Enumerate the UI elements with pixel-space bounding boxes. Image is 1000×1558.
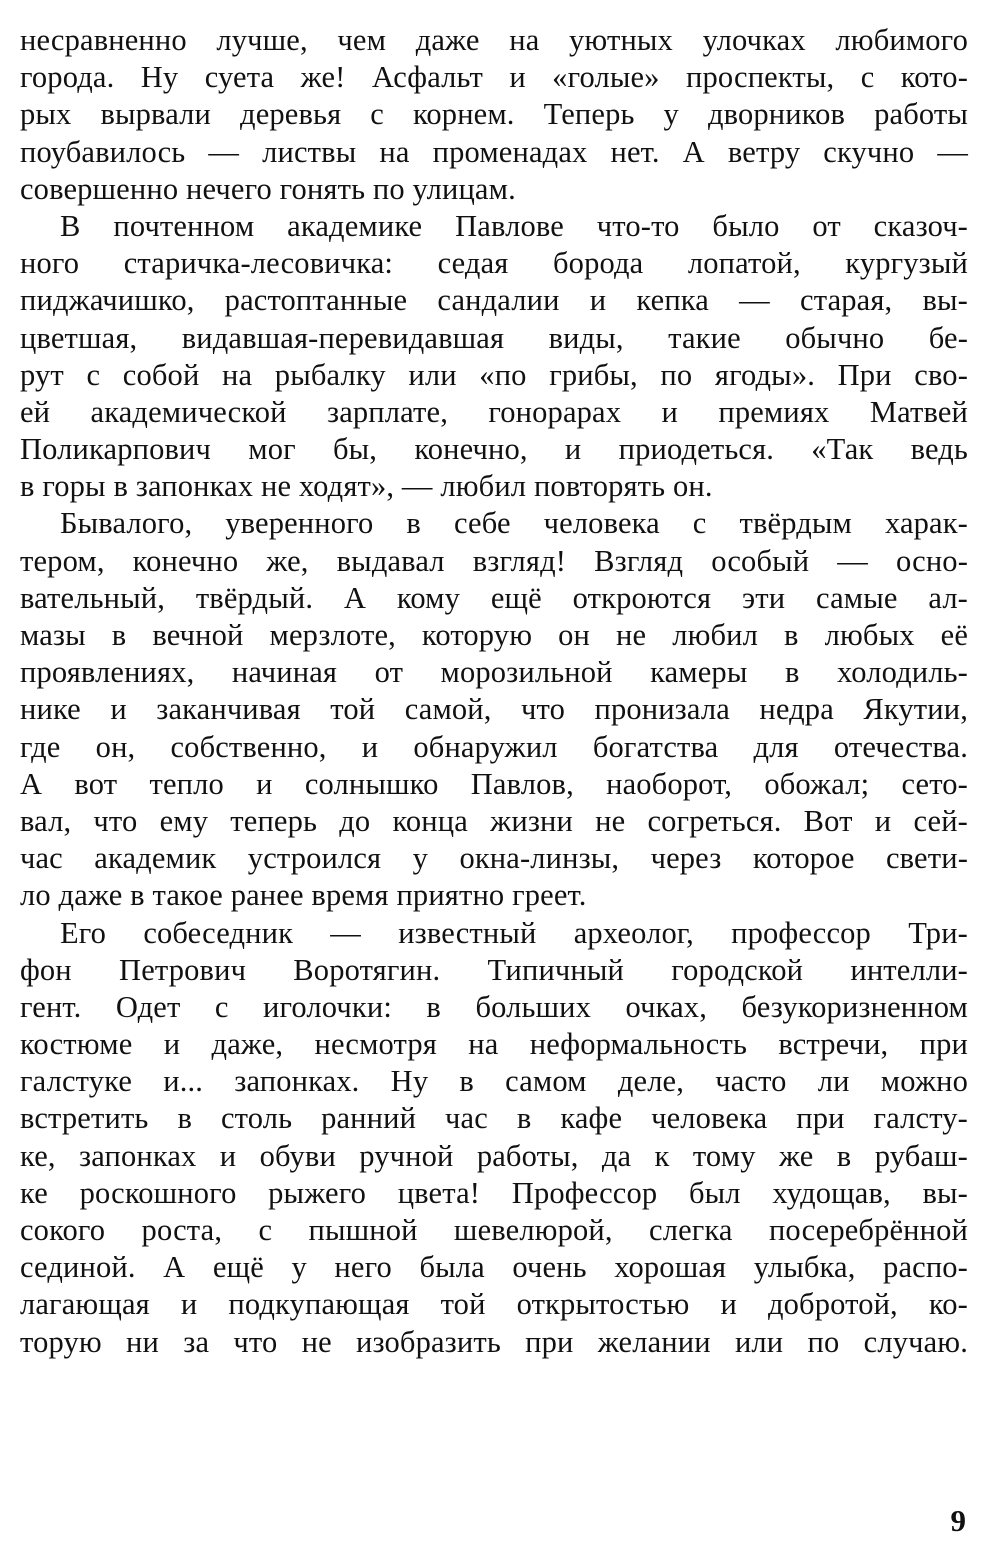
- text-line: проявлениях, начиная от морозильной камеры в холодиль-: [20, 655, 968, 690]
- text-line: А вот тепло и солнышко Павлов, наоборот, обожал; сето-: [20, 766, 968, 801]
- text-line: Его собеседник — известный археолог, профессор Три-: [60, 915, 968, 950]
- text-line: вал, что ему теперь до конца жизни не согреться. Вот и сей-: [20, 803, 968, 838]
- text-line: города. Ну суета же! Асфальт и «голые» проспекты, с кото-: [20, 60, 968, 95]
- text-line: ке, запонках и обуви ручной работы, да к тому же в рубаш-: [20, 1138, 968, 1173]
- text-line: торую ни за что не изобразить при желании или по случаю.: [20, 1324, 968, 1359]
- text-line: ло даже в такое ранее время приятно греет.: [20, 878, 587, 913]
- text-line: совершенно нечего гонять по улицам.: [20, 171, 516, 206]
- text-line: тером, конечно же, выдавал взгляд! Взгляд особый — осно-: [20, 543, 968, 578]
- text-line: сокого роста, с пышной шевелюрой, слегка посеребрённой: [20, 1213, 968, 1247]
- text-line: галстуке и... запонках. Ну в самом деле, часто ли можно: [20, 1064, 968, 1099]
- text-line: В почтенном академике Павлове что-то было от сказоч-: [60, 208, 968, 243]
- text-line: пиджачишко, растоптанные сандалии и кепка — старая, вы-: [20, 283, 968, 318]
- text-line: вательный, твёрдый. А кому ещё откроются эти самые ал-: [20, 580, 968, 615]
- text-line: рут с собой на рыбалку или «по грибы, по ягоды». При сво-: [20, 357, 968, 392]
- text-line: сединой. А ещё у него была очень хорошая улыбка, распо-: [20, 1250, 968, 1285]
- text-line: ке роскошного рыжего цвета! Профессор был худощав, вы-: [20, 1175, 968, 1210]
- text-line: фон Петрович Воротягин. Типичный городской интелли-: [20, 952, 968, 987]
- text-line: Бывалого, уверенного в себе человека с твёрдым харак-: [60, 506, 968, 541]
- text-line: мазы в вечной мерзлоте, которую он не любил в любых её: [20, 618, 968, 652]
- text-line: встретить в столь ранний час в кафе человека при галсту-: [20, 1101, 968, 1136]
- text-line: несравненно лучше, чем даже на уютных улочках любимого: [20, 23, 968, 57]
- text-line: рых вырвали деревья с корнем. Теперь у дворников работы: [20, 97, 968, 132]
- text-line: костюме и даже, несмотря на неформальность встречи, при: [20, 1027, 968, 1062]
- text-line: в горы в запонках не ходят», — любил повторять он.: [20, 469, 713, 504]
- text-line: поубавилось — листвы на променадах нет. А ветру скучно —: [20, 134, 968, 169]
- text-line: лагающая и подкупающая той открытостью и добротой, ко-: [20, 1287, 968, 1322]
- text-line: Поликарпович мог бы, конечно, и приодеться. «Так ведь: [20, 432, 968, 467]
- text-line: где он, собственно, и обнаружил богатства для отечества.: [20, 729, 968, 764]
- text-line: нике и заканчивая той самой, что пронизала недра Якутии,: [20, 692, 968, 727]
- page-number: 9: [950, 1503, 966, 1538]
- text-line: ей академической зарплате, гонорарах и премиях Матвей: [20, 394, 968, 429]
- text-line: час академик устроился у окна-линзы, через которое свети-: [20, 841, 968, 876]
- text-line: ного старичка-лесовичка: седая борода лопатой, кургузый: [20, 246, 968, 281]
- body-text: [20, 22, 968, 1361]
- text-line: цветшая, видавшая-перевидавшая виды, такие обычно бе-: [20, 320, 968, 355]
- text-line: гент. Одет с иголочки: в больших очках, безукоризненном: [20, 989, 968, 1024]
